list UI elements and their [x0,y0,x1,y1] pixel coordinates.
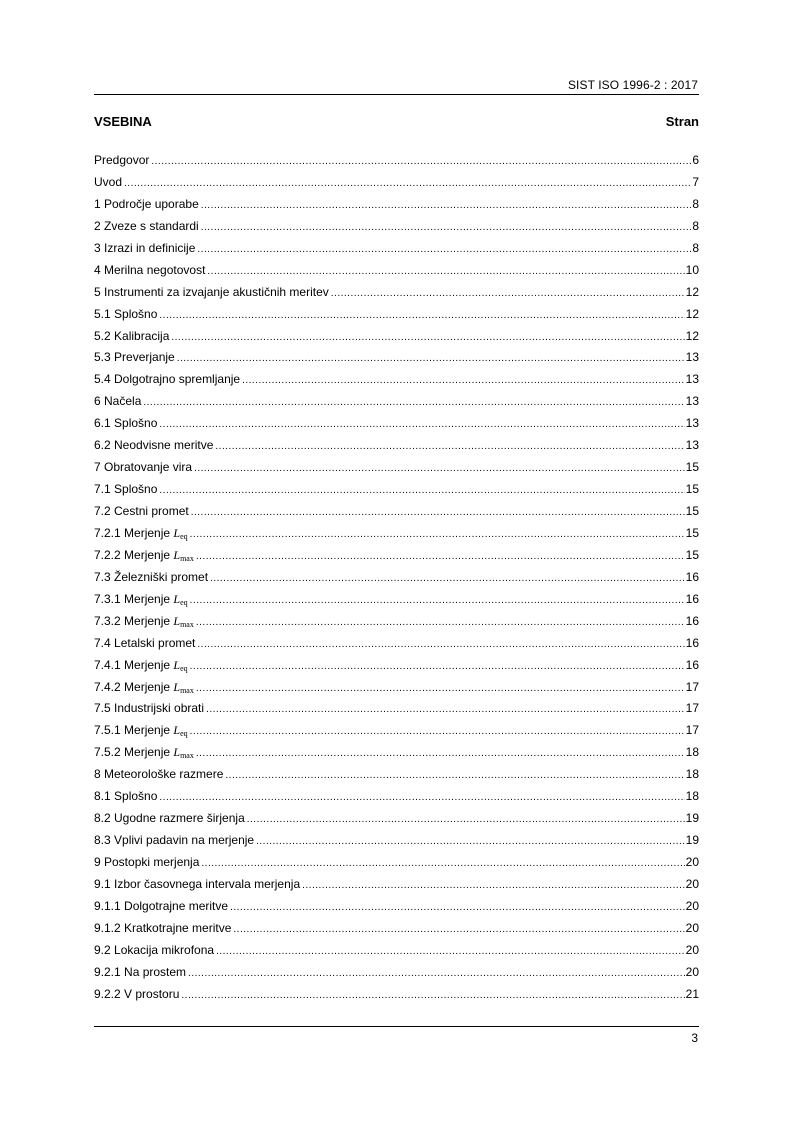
toc-entry-page: 16 [685,657,699,672]
toc-entry-page: 18 [685,767,699,782]
toc-entry-page: 17 [685,679,699,694]
toc-entry-title [94,548,194,563]
toc-entry-label: 9.1.1 Dolgotrajne meritve [94,898,229,913]
toc-entry-title [94,438,213,452]
footer-rule [94,1026,699,1027]
toc-entry-title [94,394,141,408]
toc-entry-label: 6.1 Splošno [94,416,158,431]
toc-entry-page: 20 [685,964,699,979]
toc-entry-label: 2 Zveze s standardi [94,218,199,233]
toc-entry-page: 15 [685,460,699,475]
toc-entry-label: Uvod [94,174,123,189]
level-subscript: max [180,553,194,563]
toc-entry-page: 15 [685,547,699,562]
toc-leader-dots [159,419,684,430]
toc-entry-page: 16 [685,613,699,628]
toc-entry-page: 12 [685,284,699,299]
toc-entry-title [94,943,214,957]
toc-entry[interactable] [94,592,699,614]
toc-leader-dots [302,880,685,891]
toc-leader-dots [171,332,684,343]
toc-entry-label: 5.4 Dolgotrajno spremljanje [94,372,241,387]
toc-entry-page: 6 [692,153,699,167]
level-subscript: eq [180,531,188,541]
toc-entry-label: 4 Merilna negotovost [94,262,206,277]
toc-entry-title [94,153,149,167]
toc-leader-dots [233,924,684,935]
toc-entry-title [94,526,188,541]
toc-leader-dots [190,595,685,606]
toc-entry-label: 8.2 Ugodne razmere širjenja [94,811,245,826]
toc-title: VSEBINA [94,114,152,129]
toc-entry-label: 7.2 Cestni promet [94,504,189,518]
toc-entry-page: 16 [685,569,699,584]
toc-leader-dots [201,222,692,233]
toc-entry-page: 12 [685,328,699,343]
toc-entry-title [94,219,199,233]
toc-entry-page: 16 [685,635,699,650]
level-symbol: L [173,547,181,562]
toc-entry-label: 5.3 Preverjanje [94,350,175,365]
toc-entry-label: Predgovor [94,153,150,167]
toc-leader-dots [190,726,685,737]
toc-entry-label: 9.2.2 V prostoru [94,986,180,1001]
toc-entry-title [94,285,329,299]
toc-entry[interactable] [94,987,699,1009]
toc-entry-label: 8.3 Vplivi padavin na merjenje [94,833,255,848]
toc-leader-dots [242,375,685,386]
level-subscript: max [180,751,194,761]
toc-entry-page: 13 [685,416,699,431]
level-subscript: max [180,619,194,629]
toc-entry[interactable] [94,329,699,351]
toc-entry-label: 9.1 Izbor časovnega intervala merjenja [94,876,301,891]
toc-entry[interactable] [94,307,699,329]
toc-entry[interactable] [94,943,699,965]
toc-entry[interactable] [94,548,699,570]
toc-entry[interactable] [94,636,699,658]
toc-list [94,153,699,1009]
toc-entry-label: 7.2.1 Merjenje [94,525,171,540]
level-symbol: L [173,525,181,540]
toc-entry-title [94,811,245,825]
toc-entry[interactable] [94,153,699,175]
toc-entry-title [94,921,231,935]
toc-entry-page: 10 [685,262,699,277]
toc-entry-page: 19 [685,811,699,826]
toc-leader-dots [201,200,692,211]
toc-entry[interactable] [94,219,699,241]
toc-entry-title [94,416,157,430]
toc-entry[interactable] [94,460,699,482]
toc-entry-page: 8 [692,196,699,211]
toc-entry[interactable] [94,285,699,307]
toc-entry-label: 5.2 Kalibracija [94,328,170,343]
toc-entry-page: 7 [692,174,699,189]
toc-entry[interactable] [94,614,699,636]
toc-leader-dots [194,463,685,474]
toc-entry-page: 13 [685,372,699,387]
toc-leader-dots [201,858,684,869]
toc-entry[interactable] [94,855,699,877]
toc-entry-label: 7.3 Železniški promet [94,569,209,584]
level-symbol: L [173,613,181,628]
toc-entry-page: 18 [685,745,699,760]
toc-heading [94,114,699,129]
toc-entry-page: 12 [685,306,699,321]
toc-entry-label: 7.5.1 Merjenje [94,723,171,738]
toc-entry-label: 7.5 Industrijski obrati [94,701,205,716]
toc-entry-title [94,987,179,1001]
toc-entry[interactable] [94,789,699,811]
toc-entry-page: 13 [685,394,699,409]
toc-entry-title [94,570,208,584]
toc-leader-dots [159,310,684,321]
toc-entry[interactable] [94,372,699,394]
toc-entry-title [94,263,205,277]
toc-entry[interactable] [94,197,699,219]
toc-entry[interactable] [94,263,699,285]
toc-entry[interactable] [94,965,699,987]
toc-entry[interactable] [94,833,699,855]
toc-leader-dots [230,902,685,913]
toc-entry[interactable] [94,570,699,592]
toc-entry-label: 6 Načela [94,394,142,409]
toc-leader-dots [181,990,684,1001]
toc-entry[interactable] [94,658,699,680]
toc-leader-dots [190,529,685,540]
toc-leader-dots [151,156,691,167]
toc-leader-dots [196,748,685,759]
toc-entry[interactable] [94,416,699,438]
document-id: SIST ISO 1996-2 : 2017 [567,78,698,92]
toc-entry-page: 16 [685,591,699,606]
level-subscript: eq [180,663,188,673]
toc-entry-title [94,789,157,803]
toc-entry[interactable] [94,350,699,372]
toc-leader-dots [177,353,685,364]
toc-leader-dots [124,178,691,189]
toc-entry-label: 6.2 Neodvisne meritve [94,438,214,453]
toc-entry-title [94,197,199,211]
toc-entry-title [94,504,189,518]
toc-entry-label: 7.4.2 Merjenje [94,679,171,694]
toc-leader-dots [188,968,685,979]
toc-entry[interactable] [94,723,699,745]
page-number: 3 [691,1031,698,1045]
toc-entry-title [94,482,157,496]
toc-leader-dots [196,617,685,628]
toc-entry-page: 17 [685,723,699,738]
toc-leader-dots [210,573,685,584]
toc-entry-title [94,877,300,891]
toc-entry-title [94,899,228,913]
toc-entry-label: 5 Instrumenti za izvajanje akustičnih meritev [94,284,329,299]
toc-entry-title [94,372,240,386]
toc-entry-label: 7.3.1 Merjenje [94,591,171,606]
toc-leader-dots [191,507,685,518]
toc-leader-dots [197,244,691,255]
toc-entry-label: 7.3.2 Merjenje [94,613,171,628]
toc-entry-label: 8 Meteorološke razmere [94,767,224,782]
toc-entry-page: 19 [685,833,699,848]
toc-entry-title [94,592,188,607]
toc-entry-page: 13 [685,438,699,453]
toc-entry-title [94,745,194,760]
toc-entry[interactable] [94,899,699,921]
toc-entry-page: 20 [685,855,699,869]
toc-entry[interactable] [94,438,699,460]
toc-entry-page: 20 [685,876,699,891]
toc-leader-dots [247,814,685,825]
toc-entry[interactable] [94,680,699,702]
toc-entry[interactable] [94,482,699,504]
level-subscript: eq [180,729,188,739]
toc-entry-label: 7.5.2 Merjenje [94,745,171,760]
toc-entry[interactable] [94,394,699,416]
toc-leader-dots [331,288,685,299]
level-subscript: max [180,685,194,695]
toc-entry-page: 8 [692,240,699,255]
toc-entry-label: 7.2.2 Merjenje [94,547,171,562]
level-symbol: L [173,679,181,694]
toc-leader-dots [206,704,685,715]
toc-entry-title [94,350,175,364]
toc-entry-label: 5.1 Splošno [94,306,158,321]
toc-entry[interactable] [94,504,699,526]
toc-leader-dots [197,639,684,650]
toc-entry[interactable] [94,701,699,723]
toc-entry-label: 9.2.1 Na prostem [94,964,187,979]
level-symbol: L [173,723,181,738]
toc-entry-title [94,329,169,343]
toc-entry-page: 15 [685,482,699,497]
level-symbol: L [173,657,181,672]
toc-entry-title [94,175,122,189]
toc-leader-dots [256,836,685,847]
toc-entry-label: 7 Obratovanje vira [94,460,193,475]
toc-entry-page: 15 [685,504,699,518]
toc-entry[interactable] [94,241,699,263]
toc-entry-label: 3 Izrazi in definicije [94,240,196,255]
toc-entry-page: 20 [685,920,699,935]
toc-leader-dots [216,946,685,957]
toc-leader-dots [190,661,685,672]
toc-entry[interactable] [94,745,699,767]
toc-entry-title [94,460,192,474]
toc-entry-page: 15 [685,525,699,540]
page-column-label: Stran [665,114,699,129]
toc-entry-label: 9 Postopki merjenja [94,855,200,869]
toc-entry-title [94,723,188,738]
toc-entry[interactable] [94,811,699,833]
toc-leader-dots [207,266,684,277]
level-subscript: eq [180,597,188,607]
toc-entry-label: 7.1 Splošno [94,482,158,497]
toc-entry-title [94,965,186,979]
toc-entry-page: 21 [685,986,699,1001]
toc-entry-title [94,307,157,321]
toc-entry-page: 18 [685,789,699,804]
toc-entry-label: 9.1.2 Kratkotrajne meritve [94,920,232,935]
toc-entry-title [94,614,194,629]
toc-leader-dots [215,441,684,452]
toc-entry-label: 8.1 Splošno [94,789,158,804]
toc-entry[interactable] [94,921,699,943]
toc-entry-title [94,658,188,673]
toc-leader-dots [225,770,684,781]
toc-entry[interactable] [94,877,699,899]
toc-entry-label: 9.2 Lokacija mikrofona [94,942,215,957]
toc-entry-title [94,855,199,869]
toc-entry-label: 1 Področje uporabe [94,196,199,211]
toc-leader-dots [196,683,685,694]
toc-leader-dots [143,397,684,408]
toc-leader-dots [196,551,685,562]
toc-entry-page: 17 [685,701,699,716]
toc-entry-page: 20 [685,898,699,913]
toc-leader-dots [159,485,684,496]
toc-entry-page: 20 [685,942,699,957]
level-symbol: L [173,745,181,760]
toc-entry-title [94,767,223,781]
toc-entry-title [94,701,204,715]
toc-entry[interactable] [94,767,699,789]
header-rule [94,94,699,95]
toc-entry-page: 8 [692,218,699,233]
toc-entry-title [94,833,254,847]
toc-entry-title [94,680,194,695]
toc-leader-dots [159,792,684,803]
toc-entry-label: 7.4.1 Merjenje [94,657,171,672]
toc-entry-title [94,636,195,650]
level-symbol: L [173,591,181,606]
toc-entry[interactable] [94,175,699,197]
toc-entry-label: 7.4 Letalski promet [94,635,196,650]
toc-entry[interactable] [94,526,699,548]
toc-entry-title [94,241,195,255]
toc-entry-page: 13 [685,350,699,365]
